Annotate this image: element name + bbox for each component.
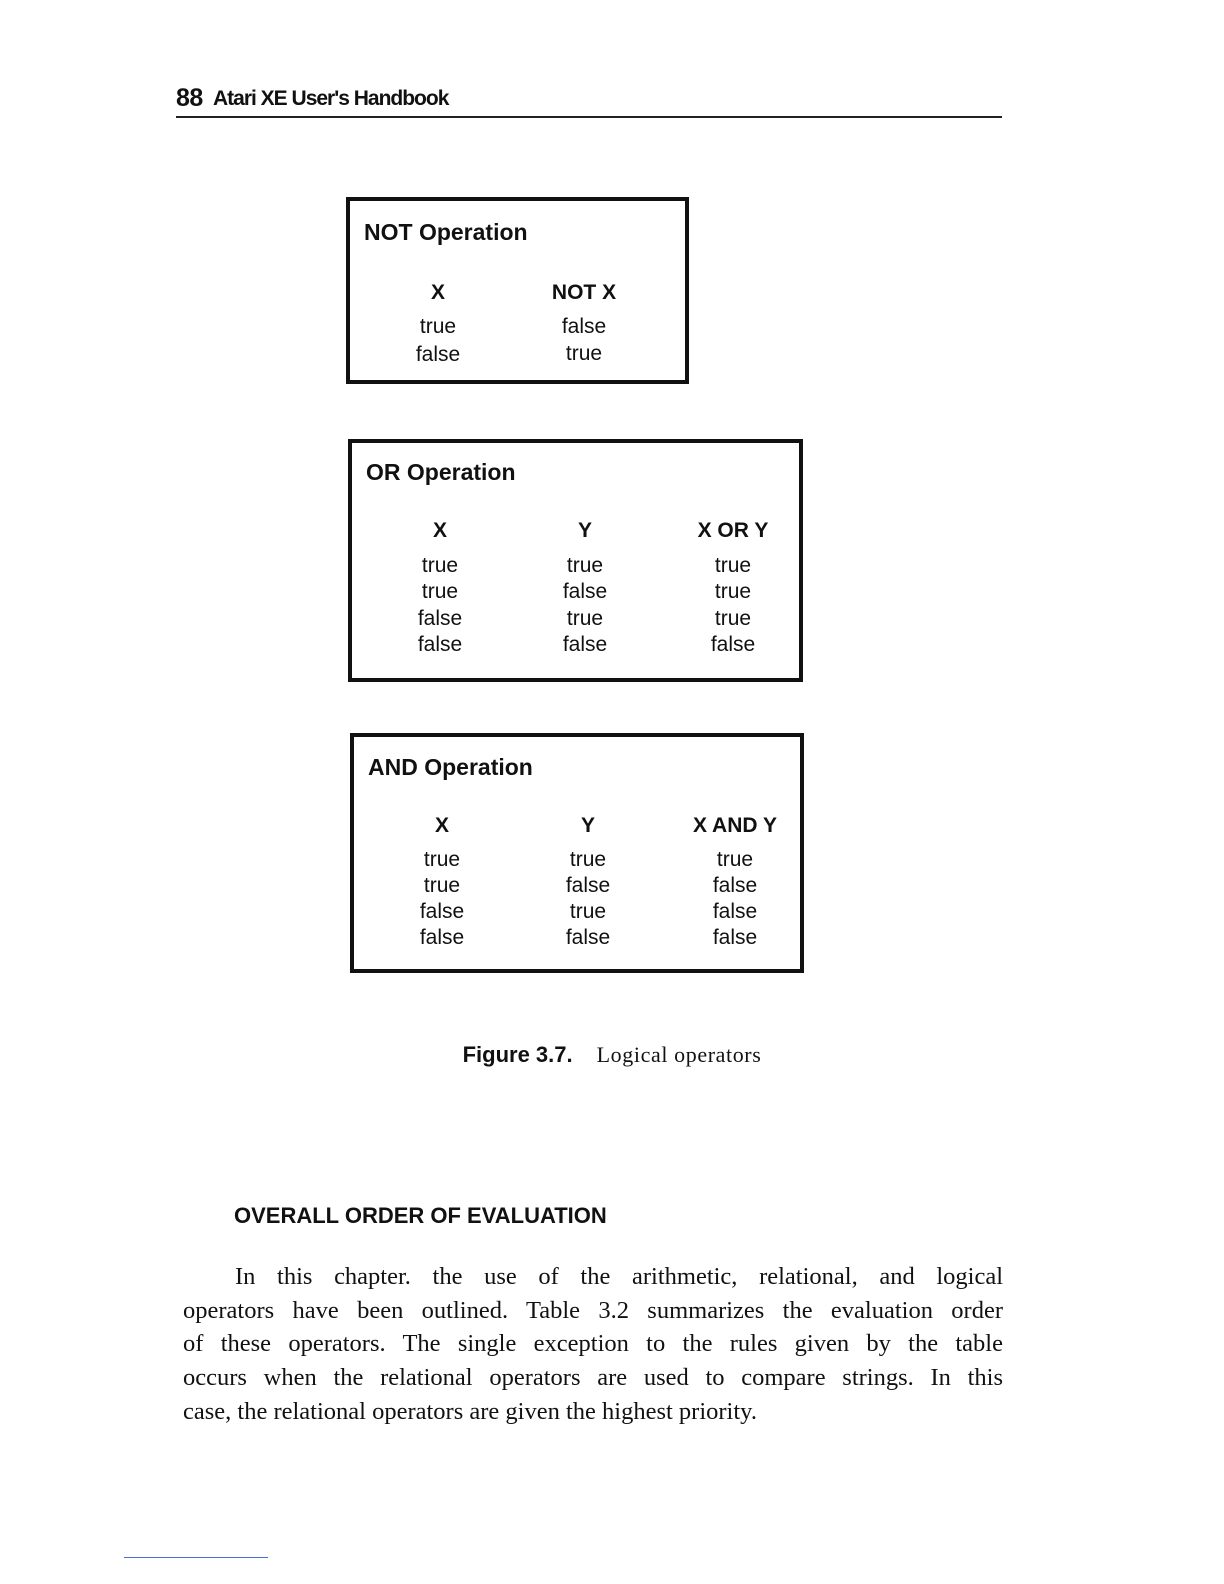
table-cell: true (421, 580, 459, 603)
table-cell: false (565, 874, 611, 897)
figure-caption-text: Logical operators (596, 1042, 762, 1067)
paragraph-line: operators have been outlined. Table 3.2 summarizes the evaluation order (183, 1296, 1003, 1324)
paragraph-line: In this chapter. the use of the arithmetic, relational, and logical (235, 1263, 1003, 1290)
paragraph-line: occurs when the relational operators are used to compare strings. In this (183, 1364, 1003, 1392)
table-cell: false (561, 315, 607, 338)
table-cell: false (562, 580, 608, 603)
table-title: AND Operation (368, 754, 533, 780)
table-cell: false (565, 926, 611, 949)
table-cell: false (712, 900, 758, 923)
table-title: OR Operation (366, 459, 516, 485)
table-cell: true (569, 848, 607, 871)
column-header: X (434, 814, 449, 837)
table-cell: true (566, 607, 604, 630)
column-header: Y (577, 519, 592, 542)
table-cell: true (421, 554, 459, 577)
bottom-divider (124, 1557, 268, 1558)
table-cell: true (565, 342, 603, 365)
table-cell: false (419, 926, 465, 949)
book-title: Atari XE User's Handbook (213, 87, 449, 110)
page-number: 88 (176, 84, 203, 112)
figure-caption (0, 1042, 1224, 1068)
column-header: Y (580, 814, 595, 837)
table-cell: false (415, 343, 461, 366)
page-header (176, 84, 1002, 118)
table-cell: false (417, 633, 463, 656)
table-cell: false (417, 607, 463, 630)
column-header: X (430, 281, 445, 304)
table-cell: false (710, 633, 756, 656)
table-cell: true (716, 848, 754, 871)
table-cell: true (714, 580, 752, 603)
paragraph-line: case, the relational operators are given the highest priority. (183, 1397, 757, 1425)
table-cell: false (712, 874, 758, 897)
table-cell: true (569, 900, 607, 923)
table-cell: true (714, 554, 752, 577)
table-cell: true (714, 607, 752, 630)
or-operation-table (348, 439, 803, 682)
table-cell: true (419, 315, 457, 338)
table-cell: false (419, 900, 465, 923)
column-header: X AND Y (692, 814, 778, 837)
table-cell: false (562, 633, 608, 656)
table-cell: true (423, 874, 461, 897)
table-title: NOT Operation (364, 219, 528, 245)
table-cell: true (423, 848, 461, 871)
body-paragraph (183, 1260, 1003, 1429)
table-cell: false (712, 926, 758, 949)
column-header: X (432, 519, 447, 542)
table-cell: true (566, 554, 604, 577)
paragraph-line: of these operators. The single exception to the rules given by the table (183, 1330, 1003, 1358)
column-header: NOT X (551, 281, 617, 304)
column-header: X OR Y (697, 519, 769, 542)
not-operation-table (346, 197, 689, 384)
and-operation-table (350, 733, 804, 973)
section-heading: OVERALL ORDER OF EVALUATION (234, 1203, 607, 1228)
figure-label: Figure 3.7. (462, 1042, 573, 1067)
